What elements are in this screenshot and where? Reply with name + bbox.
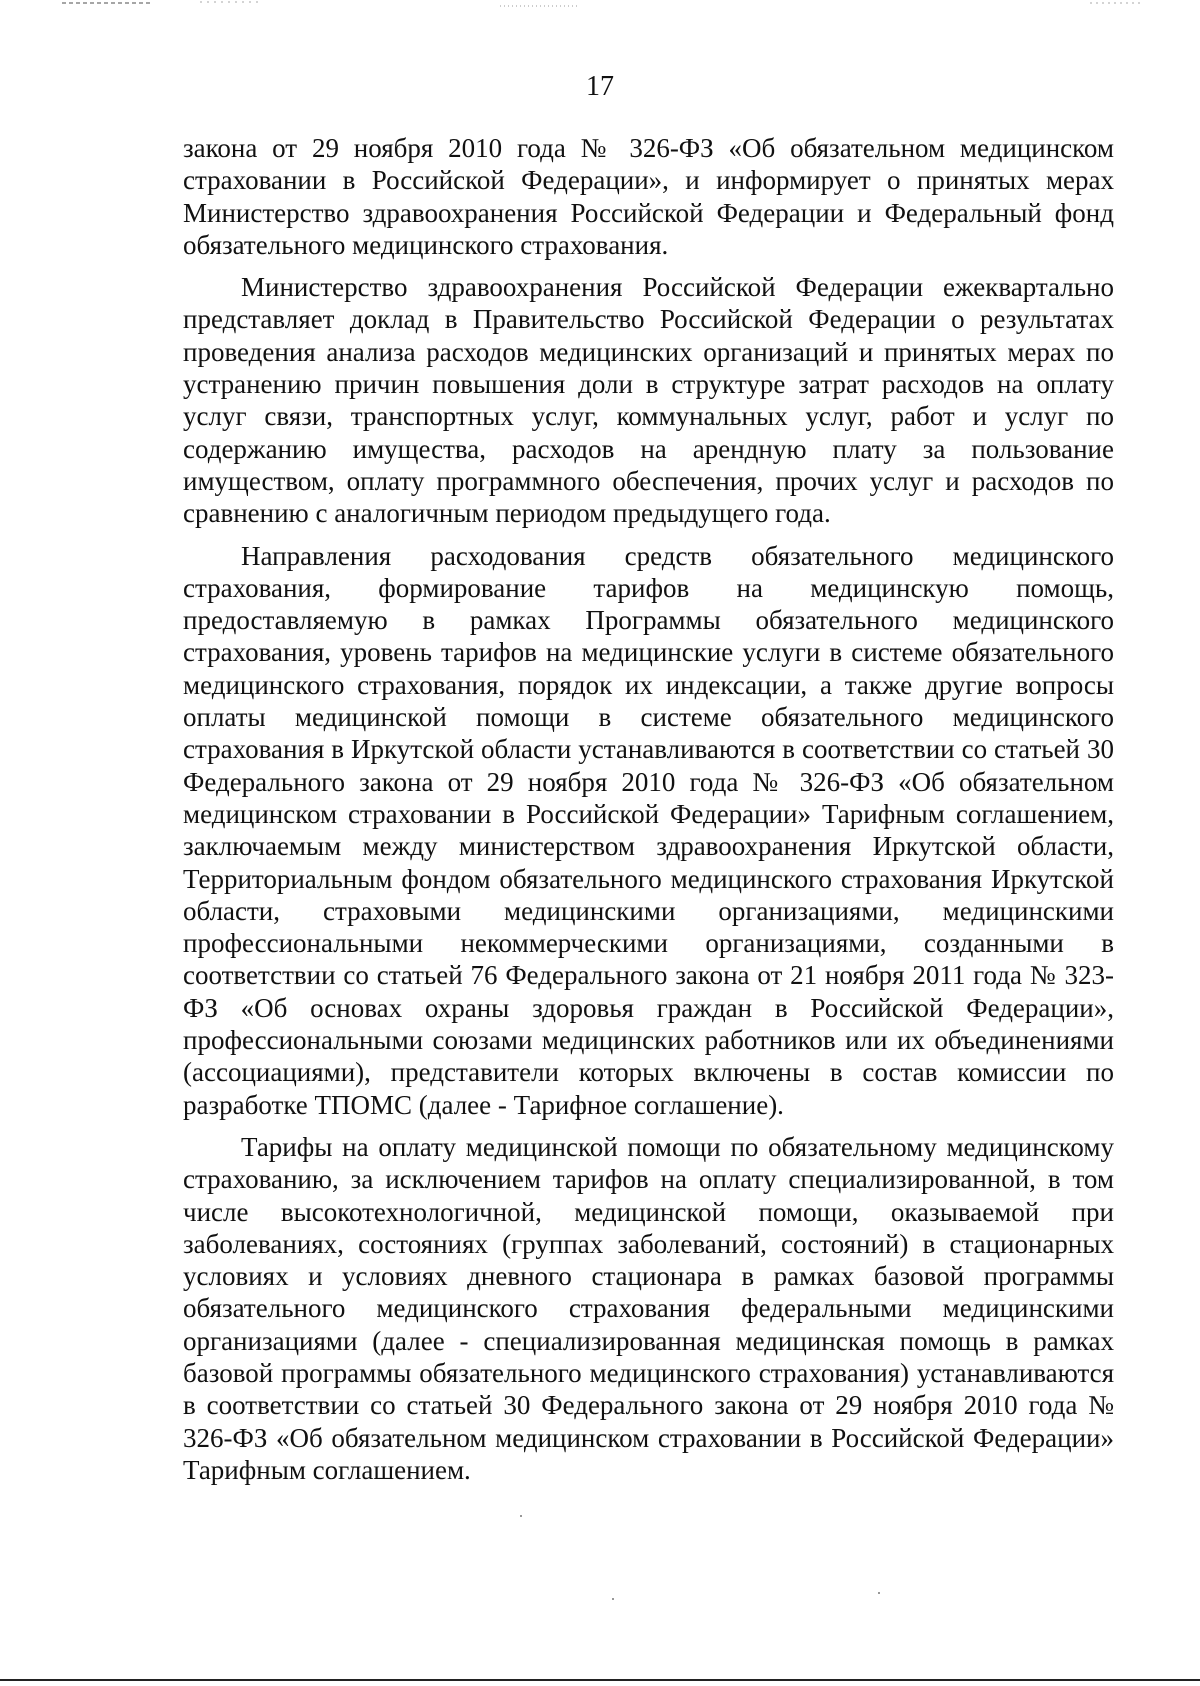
paragraph-ministry-report: Министерство здравоохранения Российской Федерации ежеквартально представляет доклад в Правительство Российской Федерации о результатах проведения анализа расходов медицинских организаций и принятых мерах по устранению причин повышения доли в структуре затрат расходов на оплату услуг связи, транспортных услуг, коммунальных услуг, работ и услуг по содержанию имущества, расходов на арендную плату за пользование имуществом, оплату программного обеспечения, прочих услуг и расходов по сравнению с аналогичным периодом предыдущего года. [183,272,1114,529]
document-body [183,132,1114,1486]
page-number: 17 [586,71,614,102]
scan-speck [520,1515,522,1517]
scan-artifact-top [0,0,1200,14]
scan-speck [878,1592,880,1594]
paragraph-tariff-agreement: Направления расходования средств обязательного медицинского страхования, формирование тарифов на медицинскую помощь, предоставляемую в рамках Программы обязательного медицинского страхования, уровень тарифов на медицинские услуги в системе обязательного медицинского страхования, порядок их индексации, а также другие вопросы оплаты медицинской помощи в системе обязательного медицинского страхования в Иркутской области устанавливаются в соответствии со статьей 30 Федерального закона от 29 ноября 2010 года № 326-ФЗ «Об обязательном медицинском страховании в Российской Федерации» Тарифным соглашением, заключаемым между министерством здравоохранения Иркутской области, Территориальным фондом обязательного медицинского страхования Иркутской области, страховыми медицинскими организациями, медицинскими профессиональными некоммерческими организациями, созданными в соответствии со статьей 76 Федерального закона от 21 ноября 2011 года № 323-ФЗ «Об основах охраны здоровья граждан в Российской Федерации», профессиональными союзами медицинских работников или их объединениями (ассоциациями), представители которых включены в состав комиссии по разработке ТПОМС (далее - Тарифное соглашение). [183,540,1114,1120]
paragraph-continuation: закона от 29 ноября 2010 года № 326-ФЗ «Об обязательном медицинском страховании в Российской Федерации», и информирует о принятых мерах Министерство здравоохранения Российской Федерации и Федеральный фонд обязательного медицинского страхования. [183,133,1114,260]
scan-speck [612,1598,614,1600]
paragraph-tariffs: Тарифы на оплату медицинской помощи по обязательному медицинскому страхованию, за исключением тарифов на оплату специализированной, в том числе высокотехнологичной, медицинской помощи, оказываемой при заболеваниях, состояниях (группах заболеваний, состояний) в стационарных условиях и условиях дневного стационара в рамках базовой программы обязательного медицинского страхования федеральными медицинскими организациями (далее - специализированная медицинская помощь в рамках базовой программы обязательного медицинского страхования) устанавливаются в соответствии со статьей 30 Федерального закона от 29 ноября 2010 года № 326-ФЗ «Об обязательном медицинском страховании в Российской Федерации» Тарифным соглашением. [183,1131,1114,1485]
scan-edge-line [0,1679,1200,1681]
